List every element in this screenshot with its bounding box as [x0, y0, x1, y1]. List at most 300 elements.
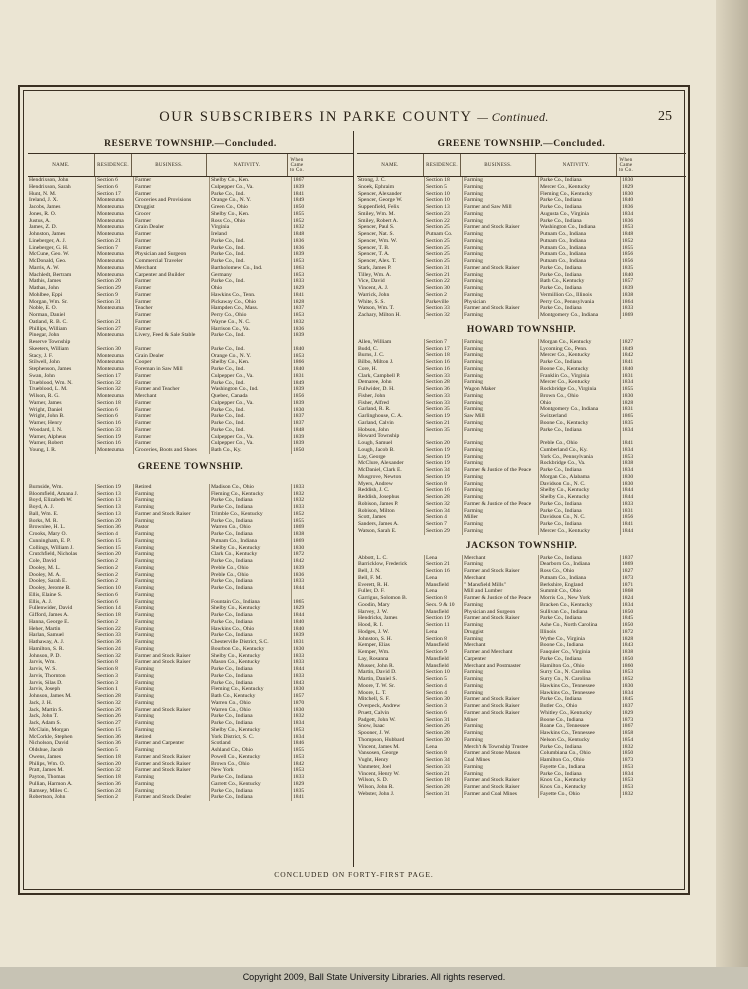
table-row	[28, 680, 353, 687]
table-cell: Bell, J. N.	[357, 568, 425, 575]
table-cell: 1853	[622, 763, 634, 770]
table-cell: Montezuma	[96, 393, 134, 400]
table-row	[28, 224, 353, 231]
table-cell: Wayne Co., N. C.	[210, 319, 292, 326]
table-cell: 1840	[293, 345, 305, 352]
table-cell: Section 19	[96, 484, 134, 491]
table-cell: 1849	[293, 379, 305, 386]
table-row	[357, 211, 686, 218]
table-cell: 1872	[293, 551, 305, 558]
table-cell: Parke Co., Indiana	[210, 619, 292, 626]
table-cell: Parke Co., Ind.	[210, 238, 292, 245]
table-row	[28, 359, 353, 366]
table-cell: Farming	[463, 474, 539, 481]
table-cell: Spencer, Alex. T.	[357, 258, 425, 265]
table-cell: 1853	[622, 777, 634, 784]
table-cell: Dooley, M. L.	[28, 565, 96, 572]
table-cell: Section 8	[425, 636, 463, 643]
table-cell	[96, 312, 134, 319]
table-cell: Columbiana Co., Ohio	[539, 750, 621, 757]
table-row	[357, 413, 686, 420]
table-cell: Section 9	[425, 649, 463, 656]
table-cell: Warner, Robert	[28, 440, 96, 447]
table-cell: Parke Co., Indiana	[539, 359, 621, 366]
header-nativity: NATIVITY.	[536, 154, 617, 176]
table-cell: Farming	[463, 521, 539, 528]
table-cell: 1853	[293, 726, 305, 733]
table-cell: Parke Co., Ind.	[210, 427, 292, 434]
table-cell: Goodin, Mary	[357, 602, 425, 609]
table-cell: Jarvis, W. S.	[28, 666, 96, 673]
table-cell: 1832	[293, 497, 305, 504]
table-cell: Trimble Co., Kentucky	[210, 511, 292, 518]
table-cell: 1838	[622, 649, 634, 655]
table-row	[357, 238, 686, 245]
table-row	[28, 484, 353, 491]
page-footer: CONCLUDED ON FORTY-FIRST PAGE.	[274, 870, 434, 879]
table-cell: Budd, C.	[357, 346, 425, 353]
table-row	[357, 447, 686, 454]
table-cell: Section 20	[96, 761, 134, 768]
table-cell: Lena	[425, 744, 463, 751]
table-cell: Ellis, A. J.	[28, 599, 96, 606]
table-cell: Sanders, James A.	[357, 521, 425, 528]
table-cell: Parke Co., Indiana	[210, 518, 292, 525]
header-business: BUSINESS.	[461, 154, 536, 176]
table-cell: Farming	[463, 251, 539, 258]
table-cell: Mohlbee, Eppi	[28, 292, 96, 299]
table-cell: Farming	[134, 774, 210, 781]
table-row	[28, 218, 353, 225]
table-cell: Grain Dealer	[134, 224, 210, 231]
table-cell: Section 13	[96, 491, 134, 498]
table-cell: Farming	[134, 491, 210, 498]
table-cell: Section 16	[425, 359, 463, 366]
table-cell: Parke Co., Indiana	[210, 774, 292, 781]
table-row	[28, 558, 353, 565]
greene-left-rows	[28, 484, 353, 801]
table-cell: Farming	[463, 447, 539, 454]
table-cell: Johnson, James M.	[28, 693, 96, 700]
table-cell: 1837	[293, 305, 305, 312]
table-cell: McCune, Geo. W.	[28, 251, 96, 258]
table-cell: Farming	[463, 366, 539, 373]
table-cell: 1856	[622, 514, 634, 521]
table-cell: Fauquier Co., Virginia	[539, 649, 621, 656]
table-cell: 1870	[293, 699, 305, 706]
table-cell: Jarvis, Wm.	[28, 659, 96, 666]
table-row	[357, 730, 686, 737]
table-cell: Farmer	[134, 231, 210, 238]
table-cell: Farming	[134, 545, 210, 552]
table-row	[28, 258, 353, 265]
table-row	[28, 632, 353, 639]
table-cell: Fuller, D. F.	[357, 588, 425, 595]
table-cell: Orange Co., N. Y.	[210, 197, 292, 204]
table-cell: Lay, Rosanna	[357, 656, 425, 663]
table-cell: 1867	[622, 723, 634, 730]
table-row	[357, 400, 686, 407]
table-cell: Lineberger, A. J.	[28, 238, 96, 245]
table-cell: Montezuma	[96, 366, 134, 373]
table-cell: Section 25	[425, 245, 463, 252]
table-row	[357, 744, 686, 751]
table-cell: Hendrixson, John	[28, 177, 96, 184]
table-cell: Farmer and Stock Raiser	[134, 767, 210, 774]
table-cell: Garrigus, Solomon B.	[357, 595, 425, 602]
table-cell: Montezuma	[96, 197, 134, 204]
header-year: When Came to Co.	[618, 157, 634, 173]
table-cell: Physician and Surgeon	[463, 609, 539, 616]
table-cell: 1833	[293, 672, 305, 679]
table-cell: Section 28	[425, 494, 463, 501]
table-row	[28, 184, 353, 191]
table-row	[357, 656, 686, 663]
table-cell: Morgan, Wm. Sr.	[28, 299, 96, 306]
table-cell: 1838	[622, 291, 634, 298]
table-cell: Farming	[463, 481, 539, 488]
table-row	[357, 622, 686, 629]
table-cell: Merchant	[463, 642, 539, 649]
table-cell: Scott, James	[357, 514, 425, 521]
table-cell: Webster, John J.	[357, 791, 425, 798]
table-cell: Section 7	[425, 521, 463, 528]
table-cell: Section 10	[425, 191, 463, 198]
table-cell: Vansosen, George	[357, 750, 425, 757]
table-row	[28, 551, 353, 558]
table-cell: 1869	[622, 312, 634, 318]
table-cell: 1829	[293, 780, 305, 787]
table-cell: Justus, A.	[28, 218, 96, 225]
table-cell: Hampden Co., Mass.	[210, 305, 292, 312]
table-cell: Farmer	[134, 420, 210, 427]
table-cell: Montezuma	[96, 272, 134, 279]
table-cell: 1831	[622, 372, 634, 379]
table-cell: 1839	[293, 251, 305, 258]
table-cell: Smiley, Robert A.	[357, 218, 425, 225]
table-cell: 1857	[622, 278, 634, 285]
table-row	[28, 380, 353, 387]
table-cell: Farmer and Stock Raiser	[463, 265, 539, 272]
table-cell: Putnam Co., Indiana	[539, 258, 621, 265]
section-title: GREENE TOWNSHIP.	[137, 461, 244, 472]
table-cell: Martin, David D.	[357, 669, 425, 676]
table-cell: Quebec, Canada	[210, 393, 292, 400]
table-row	[357, 629, 686, 636]
table-row	[28, 285, 353, 292]
header-year: When Came to Co.	[289, 157, 305, 173]
table-cell: Section 8	[425, 595, 463, 602]
table-row	[357, 454, 686, 461]
table-cell: Farming	[134, 720, 210, 727]
table-cell: Grain Dealer	[134, 353, 210, 360]
table-row	[28, 774, 353, 781]
table-cell: 1836	[293, 325, 305, 332]
table-cell: Wilson, John R.	[357, 784, 425, 791]
table-cell: Section 4	[425, 683, 463, 690]
table-cell: Parke Co., Indiana	[210, 531, 292, 538]
table-cell: Bilbo, Milton J.	[357, 359, 425, 366]
table-cell: Farming	[134, 666, 210, 673]
table-row	[357, 615, 686, 622]
table-cell: Fisher, John	[357, 393, 425, 400]
table-cell: 1855	[622, 386, 634, 392]
table-cell: Whitley Co., Kentucky	[539, 710, 621, 717]
table-cell: 1853	[293, 258, 305, 264]
table-cell: Thompson, Hubbard	[357, 737, 425, 744]
table-cell: Farming	[134, 626, 210, 633]
table-row	[357, 568, 686, 575]
table-row	[28, 292, 353, 299]
table-cell: Farming	[134, 585, 210, 592]
table-cell: Farming	[463, 771, 539, 778]
table-row	[28, 538, 353, 545]
table-row	[28, 659, 353, 666]
page-title-continued: — Continued.	[477, 110, 549, 124]
table-cell: Mathas, John	[28, 285, 96, 292]
table-row	[357, 588, 686, 595]
table-cell: Watson, Wm. T.	[357, 305, 425, 312]
table-cell: Spooner, J. W.	[357, 730, 425, 737]
table-cell: Johnston, James	[28, 231, 96, 238]
table-cell: Lena	[425, 588, 463, 595]
table-cell: Farming	[463, 393, 539, 400]
table-cell: Rockbridge Co., Virginia	[539, 386, 621, 393]
table-cell: Section 8	[96, 666, 134, 673]
left-column	[28, 137, 353, 801]
table-cell: Parke Co., Indiana	[210, 578, 292, 585]
table-row	[357, 481, 686, 488]
table-cell: Vermillion Co., Illinois	[539, 292, 621, 299]
table-cell: Farmer and Stock Raiser	[463, 615, 539, 622]
table-cell: Farming	[134, 497, 210, 504]
table-cell: Section 2	[96, 572, 134, 579]
table-cell: Section 11	[425, 622, 463, 629]
table-row	[357, 663, 686, 670]
table-cell: 1853	[622, 453, 634, 460]
table-cell: Section 1	[96, 686, 134, 693]
table-cell: 1842	[293, 760, 305, 767]
table-cell: 1839	[293, 632, 305, 639]
table-cell: Farming	[134, 558, 210, 565]
table-cell: 1836	[622, 204, 634, 210]
table-header	[357, 153, 686, 177]
table-cell: Farming	[463, 487, 539, 494]
table-cell: Section 13	[96, 511, 134, 518]
table-cell: Trueblood, L. M.	[28, 386, 96, 393]
table-cell: Johnston, S. H.	[357, 636, 425, 643]
table-cell: 1835	[622, 419, 634, 426]
table-cell: Farming	[134, 680, 210, 687]
table-cell: 1845	[622, 615, 634, 622]
table-cell: Section 20	[96, 518, 134, 525]
table-cell: Section 10	[425, 669, 463, 676]
table-cell: 1840	[622, 365, 634, 372]
table-cell	[463, 433, 539, 440]
table-cell: Fleming Co., Kentucky	[210, 686, 292, 693]
table-cell: Farmer and Stone Mason	[463, 750, 539, 757]
table-cell: Farming	[134, 686, 210, 693]
table-cell: 1869	[293, 524, 305, 531]
table-row	[357, 649, 686, 656]
table-cell: Parke Co., Indiana	[539, 305, 621, 312]
table-cell: Garland, R. R.	[357, 406, 425, 413]
table-row	[28, 197, 353, 204]
table-row	[28, 747, 353, 754]
table-row	[357, 595, 686, 602]
table-row	[357, 460, 686, 467]
table-cell: Davidson Co., N. C.	[539, 481, 621, 488]
table-cell: Section 10	[425, 197, 463, 204]
table-cell: Parke Co., Indiana	[539, 285, 621, 292]
table-cell: Fountain Co., Indiana	[210, 599, 292, 606]
table-cell: Farming	[134, 551, 210, 558]
table-row	[28, 211, 353, 218]
table-row	[357, 737, 686, 744]
table-row	[357, 299, 686, 306]
table-cell: Culpepper Co., Va.	[210, 184, 292, 191]
table-row	[357, 494, 686, 501]
table-cell: Davidson Co., N. C.	[539, 514, 621, 521]
table-cell: 1873	[622, 574, 634, 581]
table-cell: Farmer	[134, 285, 210, 292]
table-cell	[621, 433, 640, 440]
table-cell: Fullwider, D. H.	[357, 386, 425, 393]
table-cell: Parke Co., Indiana	[210, 673, 292, 680]
table-cell: Mill and Lumber	[463, 588, 539, 595]
table-cell: 1853	[293, 352, 305, 359]
table-cell: Section 30	[425, 696, 463, 703]
table-cell: 1834	[293, 733, 305, 740]
table-row	[28, 447, 353, 454]
table-cell: Preble Co., Ohio	[210, 565, 292, 572]
table-row	[28, 407, 353, 414]
table-cell: Section 7	[96, 245, 134, 252]
table-cell: Parke Co., Ind.	[210, 380, 292, 387]
table-cell: Pastor	[134, 524, 210, 531]
table-cell: Gifford, James A.	[28, 612, 96, 619]
table-cell: 1840	[622, 197, 634, 204]
table-cell: Boone Co., Kentucky	[539, 420, 621, 427]
table-cell: Section 21	[425, 561, 463, 568]
table-cell: Hamilton Co., Ohio	[539, 663, 621, 670]
table-cell: Section 15	[96, 545, 134, 552]
table-row	[28, 272, 353, 279]
table-cell: Section 36	[96, 740, 134, 747]
table-cell: Payton, Thomas	[28, 774, 96, 781]
table-cell: Section 25	[425, 258, 463, 265]
table-row	[28, 373, 353, 380]
table-cell: Farmer and Stock Raiser	[134, 761, 210, 768]
table-row	[357, 555, 686, 562]
table-cell: Section 17	[96, 373, 134, 380]
table-cell: Parke Co., Indiana	[539, 218, 621, 225]
table-row	[357, 696, 686, 703]
table-cell: Farming	[463, 676, 539, 683]
table-cell: Farming	[134, 639, 210, 646]
table-row	[357, 393, 686, 400]
table-cell: Section 6	[96, 184, 134, 191]
table-cell: Illinois	[539, 629, 621, 636]
table-cell: Parke Co., Indiana	[539, 555, 621, 562]
table-cell: Parke Co., Ind.	[210, 245, 292, 252]
table-cell: Culpepper Co., Va.	[210, 400, 292, 407]
table-cell: Farmer & Justice of the Peace	[463, 595, 539, 602]
table-cell: Parke Co., Indiana	[539, 427, 621, 434]
table-cell: Tilley, Wm. A.	[357, 272, 425, 279]
table-cell: 1844	[622, 487, 634, 494]
table-cell: 1854	[622, 736, 634, 743]
table-cell: 1833	[293, 504, 305, 510]
table-cell: Farming	[463, 669, 539, 676]
table-cell: 1873	[622, 716, 634, 723]
table-cell: Farmer	[134, 312, 210, 319]
table-cell: 1850	[622, 608, 634, 615]
table-row	[28, 592, 353, 599]
table-cell: Section 13	[96, 497, 134, 504]
table-cell: 1841	[293, 190, 305, 197]
table-cell: Farming	[463, 764, 539, 771]
table-cell: Druggist	[463, 629, 539, 636]
book-edge	[716, 0, 748, 967]
table-row	[357, 285, 686, 292]
table-cell: Groceries and Provisions	[134, 197, 210, 204]
table-cell: Farming	[463, 197, 539, 204]
table-cell: Section 16	[96, 440, 134, 447]
table-row	[28, 400, 353, 407]
table-cell: Section 5	[425, 676, 463, 683]
table-row	[28, 707, 353, 714]
table-cell: Parke Co., Indiana	[210, 612, 292, 619]
table-cell: Farmer and Stock Raiser	[463, 777, 539, 784]
table-cell: Farmer	[134, 191, 210, 198]
table-cell: Section 21	[96, 319, 134, 326]
table-cell: Vincent, Henry W.	[357, 771, 425, 778]
table-cell: Farmer & Justice of the Peace	[463, 501, 539, 508]
table-cell: Section 17	[425, 346, 463, 353]
table-cell: Fayette Co., Indiana	[539, 764, 621, 771]
table-cell: Farming	[134, 592, 210, 599]
table-cell: Section 3	[96, 680, 134, 687]
table-cell: Bath Co., Kentucky	[210, 693, 292, 700]
table-row	[28, 393, 353, 400]
table-cell: Bell, F. M.	[357, 575, 425, 582]
table-cell: Section 27	[96, 326, 134, 333]
table-cell: Sullivan Co., Indiana	[539, 609, 621, 616]
table-cell: Parke Co., Indiana	[210, 788, 292, 795]
table-cell: Section 25	[425, 224, 463, 231]
table-row	[28, 646, 353, 653]
table-cell: Section 29	[425, 528, 463, 535]
table-row	[357, 265, 686, 272]
table-cell: 1830	[293, 544, 305, 551]
table-cell: Cumberland Co., Ky.	[539, 447, 621, 454]
table-cell: Parke Co., Ind.	[210, 278, 292, 285]
table-cell: 1828	[622, 399, 634, 406]
table-row	[28, 545, 353, 552]
table-cell: Crutchfield, Nicholas	[28, 551, 96, 558]
table-cell: Farmer	[134, 427, 210, 434]
table-cell: Section 31	[96, 299, 134, 306]
table-cell	[425, 433, 463, 440]
table-cell: Shelby Co., Kentucky	[210, 653, 292, 660]
table-cell: Farming	[134, 518, 210, 525]
table-cell: Lough, Samuel	[357, 440, 425, 447]
table-cell: Perry Co., Pennsylvania	[539, 299, 621, 306]
table-cell: Lineberger, G. H.	[28, 245, 96, 252]
table-cell	[539, 433, 621, 440]
table-row	[357, 642, 686, 649]
